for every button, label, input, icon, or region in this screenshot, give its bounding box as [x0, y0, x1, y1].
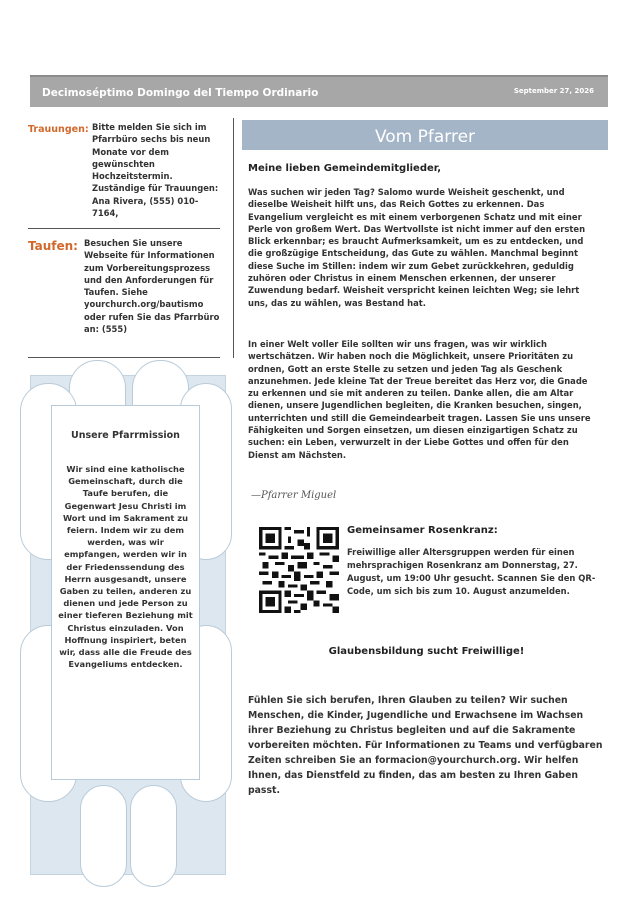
decorative-bubble: [80, 785, 127, 887]
sidebar-divider: [28, 228, 220, 229]
pastor-title: Vom Pfarrer: [374, 127, 476, 147]
weddings-text: Bitte melden Sie sich im Pfarrbüro sechs bis neun Monate vor dem gewünschten Hochzeitstermin. Zuständige für Trauungen: Ana Rivera, (555) 010-7164,: [92, 122, 219, 219]
mission-card: [51, 405, 200, 780]
bulletin-title: Decimoséptimo Domingo del Tiempo Ordinario: [42, 87, 319, 99]
decorative-bubble: [130, 785, 177, 887]
baptisms-label: Taufen:: [28, 239, 78, 253]
pastor-signature: —Pfarrer Miguel: [251, 490, 337, 501]
qr-code-icon[interactable]: [259, 527, 339, 613]
rosary-title: Gemeinsamer Rosenkranz:: [347, 525, 498, 536]
pastor-paragraph: Was suchen wir jeden Tag? Salomo wurde Weisheit geschenkt, und dieselbe Weisheit hilft uns, das Reich Gottes zu erkennen. Das Evangelium vergleicht es mit einem verborgenen Schatz und mit einer Perle von großem Wert. Das Wertvollste ist nicht immer auf den ersten Blick erkennbar; es braucht Aufmerksamkeit, um es zu entdecken, und die großzügige Entscheidung, das Gute zu wählen. Manchmal beginnt diese Suche im Stillen: indem wir zum Gebet zurückkehren, geduldig zuhören oder Christus in einem Menschen erkennen, der unserer Zuwendung bedarf. Weisheit verspricht keinen leichten Weg; sie lehrt uns, das zu wählen, was Bestand hat.: [248, 187, 586, 308]
mission-text: Wir sind eine katholische Gemeinschaft, durch die Taufe berufen, die Gegenwart Jesu Christi im Wort und im Sakrament zu feiern. Indem wir zu dem werden, was wir empfangen, werden wir in der Friedenssendung des Herrn ausgesandt, unsere Gaben zu teilen, anderen zu dienen und jede Person zu einer tieferen Beziehung mit Christus einzuladen. Von Hoffnung inspiriert, beten wir, dass alle die Freude des Evangeliums entdecken.: [58, 464, 193, 670]
faith-formation-text: Fühlen Sie sich berufen, Ihren Glauben zu teilen? Wir suchen Menschen, die Kinder, Jugendliche und Erwachsene im Wachsen ihrer Beziehung zu Christus begleiten und auf die Sakramente vorbereiten möchten. Für Informationen zu Teams und verfügbaren Zeiten schreiben Sie an formacion@yourchurch.org. Wir helfen Ihnen, das Dienstfeld zu finden, das am besten zu Ihren Gaben passt.: [248, 695, 603, 796]
baptisms-text: Besuchen Sie unsere Webseite für Informationen zum Vorbereitungsprozess und den Anforderungen für Taufen. Siehe yourchurch.org/bautismo oder rufen Sie das Pfarrbüro an: (555): [84, 238, 220, 335]
rosary-text: Freiwillige aller Altersgruppen werden für einen mehrsprachigen Rosenkranz am Donnerstag, 27. August, um 19:00 Uhr gesucht. Scannen Sie den QR-Code, um sich bis zum 10. August anzumelden.: [347, 547, 596, 596]
column-divider: [233, 118, 234, 358]
bulletin-date: September 27, 2026: [513, 87, 594, 95]
pastor-salutation: Meine lieben Gemeindemitglieder,: [248, 163, 442, 174]
sidebar-divider: [28, 357, 220, 358]
header-band: [30, 75, 608, 107]
faith-formation-title: Glaubensbildung sucht Freiwillige!: [328, 646, 525, 657]
pastor-header: [242, 120, 608, 150]
mission-title: Unsere Pfarrmission: [71, 430, 180, 441]
pastor-paragraph: In einer Welt voller Eile sollten wir uns fragen, was wir wirklich wertschätzen. Wir haben noch die Möglichkeit, unsere Prioritäten zu ordnen, Gott an erste Stelle zu setzen und jeden Tag als Geschenk anzunehmen. Jede kleine Tat der Treue bereitet das Herz vor, die Gnade zu erkennen und sie mit anderen zu teilen. Danke allen, die am Altar dienen, unsere Jugendlichen begleiten, die Kranken besuchen, singen, unterrichten und still die Gemeindearbeit tragen. Lassen Sie uns unsere Fähigkeiten und Sorgen einsetzen, um diesen einzigartigen Schatz zu suchen: ein Leben, verwurzelt in der Liebe Gottes und offen für den Dienst am Nächsten.: [248, 339, 591, 460]
weddings-label: Trauungen:: [28, 124, 89, 135]
